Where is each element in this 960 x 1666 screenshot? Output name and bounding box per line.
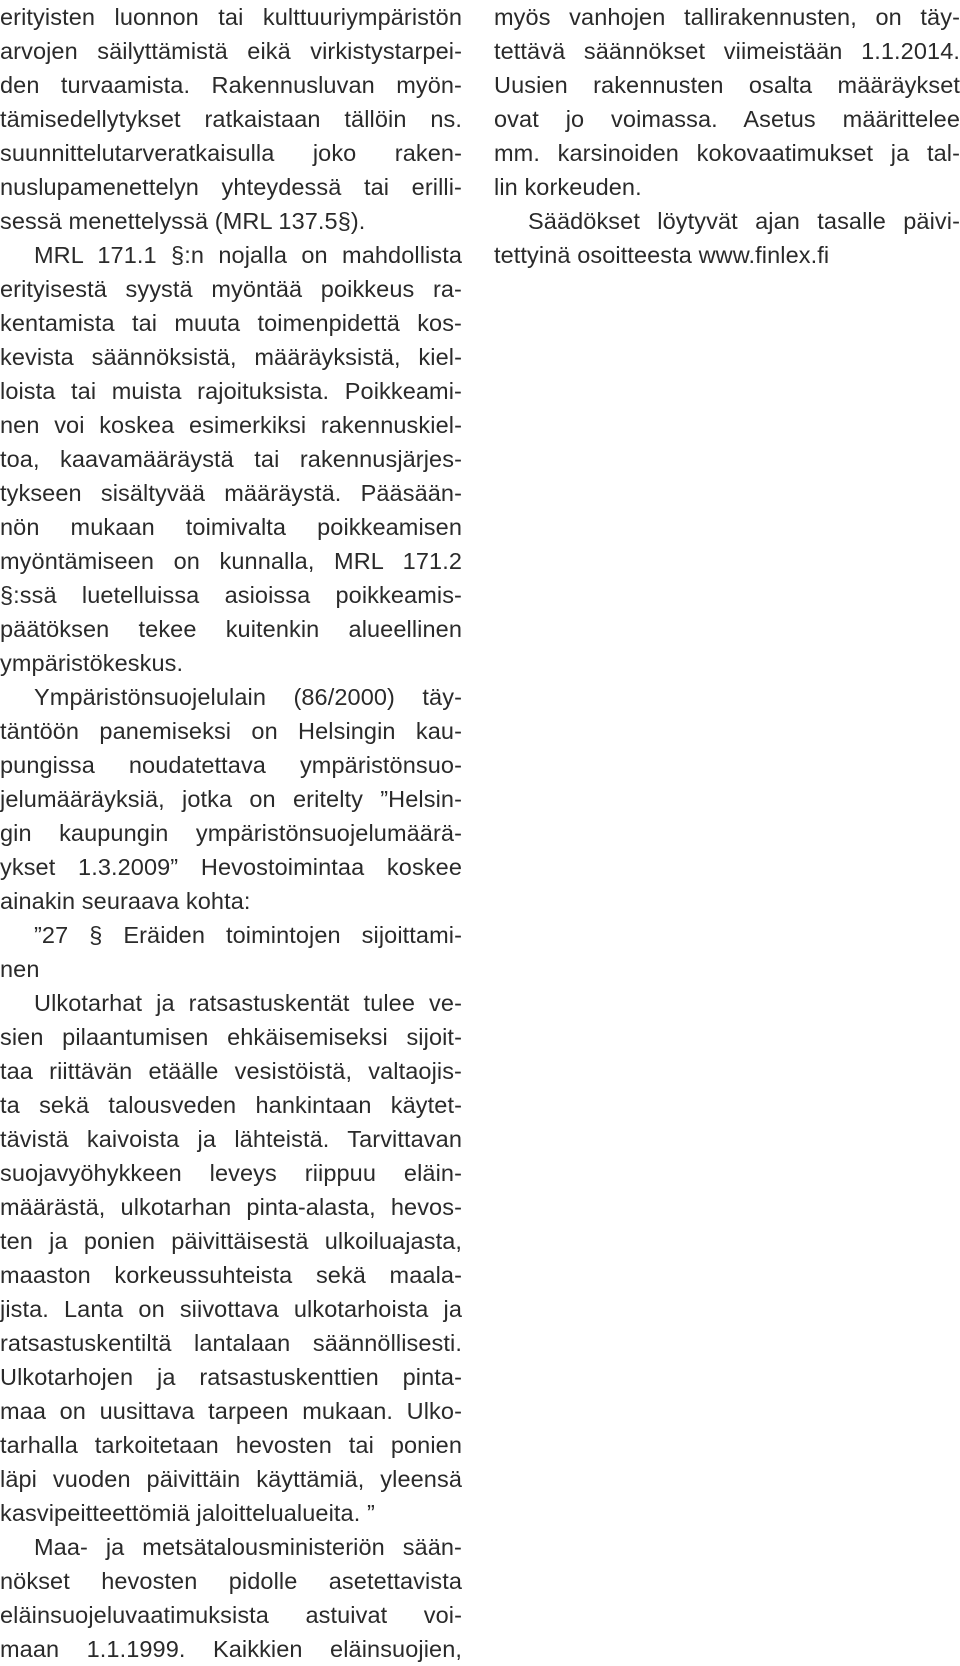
- text-line: kentamista tai muuta toimenpidettä kos-: [0, 310, 462, 336]
- text-line: nuslupamenettelyn yhteydessä tai erilli-: [0, 174, 462, 200]
- text-line: Uusien rakennusten osalta määräykset: [494, 72, 960, 98]
- text-line: tämisedellytykset ratkaistaan tällöin ns.: [0, 106, 462, 132]
- text-line: tävistä kaivoista ja lähteistä. Tarvittavan: [0, 1126, 462, 1152]
- text-line: Ulkotarhojen ja ratsastuskenttien pinta-: [0, 1364, 462, 1390]
- text-line: tarhalla tarkoitetaan hevosten tai ponien: [0, 1432, 462, 1458]
- text-line: taa riittävän etäälle vesistöistä, valtaojis-: [0, 1058, 462, 1084]
- text-line: tettävä säännökset viimeistään 1.1.2014.: [494, 38, 960, 64]
- text-line: ”27 § Eräiden toimintojen sijoittami-: [34, 922, 462, 948]
- text-line: täntöön panemiseksi on Helsingin kau-: [0, 718, 462, 744]
- text-line: sessä menettelyssä (MRL 137.5§).: [0, 208, 366, 234]
- text-line: erityisten luonnon tai kulttuuriympäristön: [0, 4, 462, 30]
- text-line: päätöksen tekee kuitenkin alueellinen: [0, 616, 462, 642]
- text-line: lin korkeuden.: [494, 174, 642, 200]
- text-line: ten ja ponien päivittäisestä ulkoiluajasta,: [0, 1228, 462, 1254]
- text-line: §:ssä luetelluissa asioissa poikkeamis-: [0, 582, 462, 608]
- left-text-column: [0, 0, 462, 1666]
- text-line: suunnittelutarveratkaisulla joko raken-: [0, 140, 462, 166]
- text-line: Säädökset löytyvät ajan tasalle päivi-: [528, 208, 960, 234]
- text-line: kasvipeitteettömiä jaloittelualueita. ”: [0, 1500, 375, 1526]
- text-line: myöntämiseen on kunnalla, MRL 171.2: [0, 548, 462, 574]
- text-line: nökset hevosten pidolle asetettavista: [0, 1568, 462, 1594]
- text-line: suojavyöhykkeen leveys riippuu eläin-: [0, 1160, 462, 1186]
- text-line: maan 1.1.1999. Kaikkien eläinsuojien,: [0, 1636, 462, 1662]
- text-line: ovat jo voimassa. Asetus määrittelee: [494, 106, 960, 132]
- right-text-column: [494, 0, 960, 272]
- text-line: myös vanhojen tallirakennusten, on täy-: [494, 4, 960, 30]
- text-line: tettyinä osoitteesta www.finlex.fi: [494, 242, 830, 268]
- text-line: maaston korkeussuhteista sekä maala-: [0, 1262, 462, 1288]
- text-line: ta sekä talousveden hankintaan käytet-: [0, 1092, 462, 1118]
- text-line: ympäristökeskus.: [0, 650, 184, 676]
- text-line: jista. Lanta on siivottava ulkotarhoista ja: [0, 1296, 462, 1322]
- text-line: läpi vuoden päivittäin käyttämiä, yleensä: [0, 1466, 462, 1492]
- text-line: ainakin seuraava kohta:: [0, 888, 251, 914]
- text-line: nen: [0, 956, 40, 982]
- text-line: sien pilaantumisen ehkäisemiseksi sijoit-: [0, 1024, 462, 1050]
- text-line: MRL 171.1 §:n nojalla on mahdollista: [34, 242, 462, 268]
- text-line: mm. karsinoiden kokovaatimukset ja tal-: [494, 140, 960, 166]
- text-line: loista tai muista rajoituksista. Poikkeami-: [0, 378, 462, 404]
- text-line: jelumääräyksiä, jotka on eritelty ”Helsin-: [0, 786, 462, 812]
- text-line: Ulkotarhat ja ratsastuskentät tulee ve-: [34, 990, 462, 1016]
- text-line: erityisestä syystä myöntää poikkeus ra-: [0, 276, 462, 302]
- text-line: gin kaupungin ympäristönsuojelumäärä-: [0, 820, 462, 846]
- text-line: den turvaamista. Rakennusluvan myön-: [0, 72, 462, 98]
- text-line: nön mukaan toimivalta poikkeamisen: [0, 514, 462, 540]
- text-line: ykset 1.3.2009” Hevostoimintaa koskee: [0, 854, 462, 880]
- text-line: pungissa noudatettava ympäristönsuo-: [0, 752, 462, 778]
- text-line: maa on uusittava tarpeen mukaan. Ulko-: [0, 1398, 462, 1424]
- text-line: ratsastuskentiltä lantalaan säännöllisesti.: [0, 1330, 462, 1356]
- text-line: nen voi koskea esimerkiksi rakennuskiel-: [0, 412, 462, 438]
- text-line: eläinsuojeluvaatimuksista astuivat voi-: [0, 1602, 462, 1628]
- text-line: arvojen säilyttämistä eikä virkistystarpei-: [0, 38, 462, 64]
- text-line: Maa- ja metsätalousministeriön sään-: [34, 1534, 462, 1560]
- text-line: tykseen sisältyvää määräystä. Pääsään-: [0, 480, 462, 506]
- text-line: Ympäristönsuojelulain (86/2000) täy-: [34, 684, 462, 710]
- text-line: kevista säännöksistä, määräyksistä, kiel-: [0, 344, 462, 370]
- text-line: toa, kaavamääräystä tai rakennusjärjes-: [0, 446, 462, 472]
- text-line: määrästä, ulkotarhan pinta-alasta, hevos-: [0, 1194, 462, 1220]
